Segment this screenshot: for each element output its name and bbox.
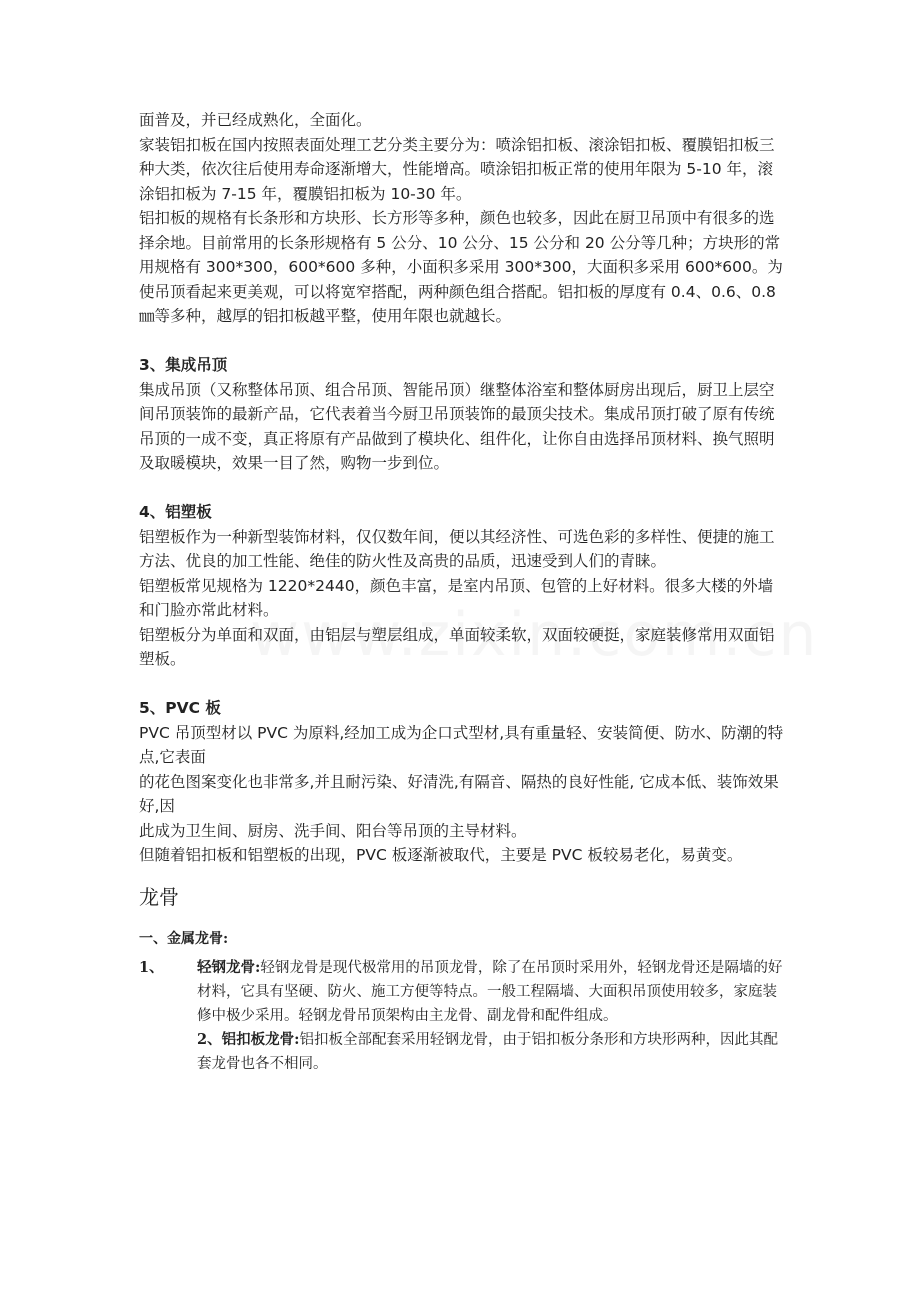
paragraph: 集成吊顶（又称整体吊顶、组合吊顶、智能吊顶）继整体浴室和整体厨房出现后，厨卫上层空间吊顶装饰的最新产品，它代表着当今厨卫吊顶装饰的最顶尖技术。集成吊顶打破了原有传统吊顶的一成不变，真正将原有产品做到了模块化、组件化，让你自由选择吊顶材料、换气照明及取暖模块，效果一目了然，购物一步到位。 <box>139 380 775 472</box>
term: 轻钢龙骨: <box>197 958 261 976</box>
term-description: 轻钢龙骨是现代极常用的吊顶龙骨，除了在吊顶时采用外，轻钢龙骨还是隔墙的好材料，它具有坚硬、防火、施工方便等特点。一般工程隔墙、大面积吊顶使用较多，家庭装修中极少采用。轻钢龙骨吊顶架构由主龙骨、副龙骨和配件组成。 <box>197 959 783 1024</box>
paragraph: PVC 吊顶型材以 PVC 为原料,经加工成为企口式型材,具有重量轻、安装简便、防水、防潮的特点,它表面 <box>139 723 784 766</box>
paragraph: 但随着铝扣板和铝塑板的出现，PVC 板逐渐被取代，主要是 PVC 板较易老化，易黄变。 <box>139 846 743 864</box>
list-item <box>139 1028 784 1076</box>
list-item <box>139 956 784 1028</box>
term-description: 铝扣板全部配套采用轻钢龙骨，由于铝扣板分条形和方块形两种，因此其配套龙骨也各不相同。 <box>197 1031 778 1072</box>
paragraph: 铝塑板常见规格为 1220*2440，颜色丰富，是室内吊顶、包管的上好材料。很多大楼的外墙和门脸亦常此材料。 <box>139 576 774 619</box>
term: 2、铝扣板龙骨: <box>197 1030 300 1048</box>
section-heading-3: 3、集成吊顶 <box>139 356 228 374</box>
paragraph: 家装铝扣板在国内按照表面处理工艺分类主要分为：喷涂铝扣板、滚涂铝扣板、覆膜铝扣板三种大类，依次往后使用寿命逐渐增大，性能增高。喷涂铝扣板正常的使用年限为 5-10 年，滚涂铝扣板为 7-15 年，覆膜铝扣板为 10-30 年。 <box>139 135 775 203</box>
section-heading-4: 4、铝塑板 <box>139 503 212 521</box>
section-heading-5: 5、PVC 板 <box>139 699 221 717</box>
document-page <box>139 108 784 1076</box>
paragraph: 此成为卫生间、厨房、洗手间、阳台等吊顶的主导材料。 <box>139 821 527 840</box>
list-number: 1、 <box>139 958 164 976</box>
keel-title: 龙骨 <box>139 884 179 909</box>
paragraph: 铝塑板作为一种新型装饰材料，仅仅数年间，便以其经济性、可选色彩的多样性、便捷的施工方法、优良的加工性能、绝佳的防火性及高贵的品质，迅速受到人们的青睐。 <box>139 527 775 570</box>
paragraph: 铝塑板分为单面和双面，由铝层与塑层组成，单面较柔软，双面较硬挺，家庭装修常用双面铝塑板。 <box>139 625 775 668</box>
paragraph: 面普及，并已经成熟化，全面化。 <box>139 111 372 129</box>
paragraph: 铝扣板的规格有长条形和方块形、长方形等多种，颜色也较多，因此在厨卫吊顶中有很多的选择余地。目前常用的长条形规格有 5 公分、10 公分、15 公分和 20 公分等几种；方块形的常用规格有 300*300，600*600 多种，小面积多采用 300*300，大面积多采用 600*600。为使吊顶看起来更美观，可以将宽窄搭配，两种颜色组合搭配。铝扣板的厚度有 0.4、0.6、0.8㎜等多种，越厚的铝扣板越平整，使用年限也就越长。 <box>139 209 783 325</box>
keel-subheading: 一、金属龙骨: <box>139 930 229 947</box>
paragraph: 的花色图案变化也非常多,并且耐污染、好清洗,有隔音、隔热的良好性能, 它成本低、装饰效果好,因 <box>139 772 779 815</box>
